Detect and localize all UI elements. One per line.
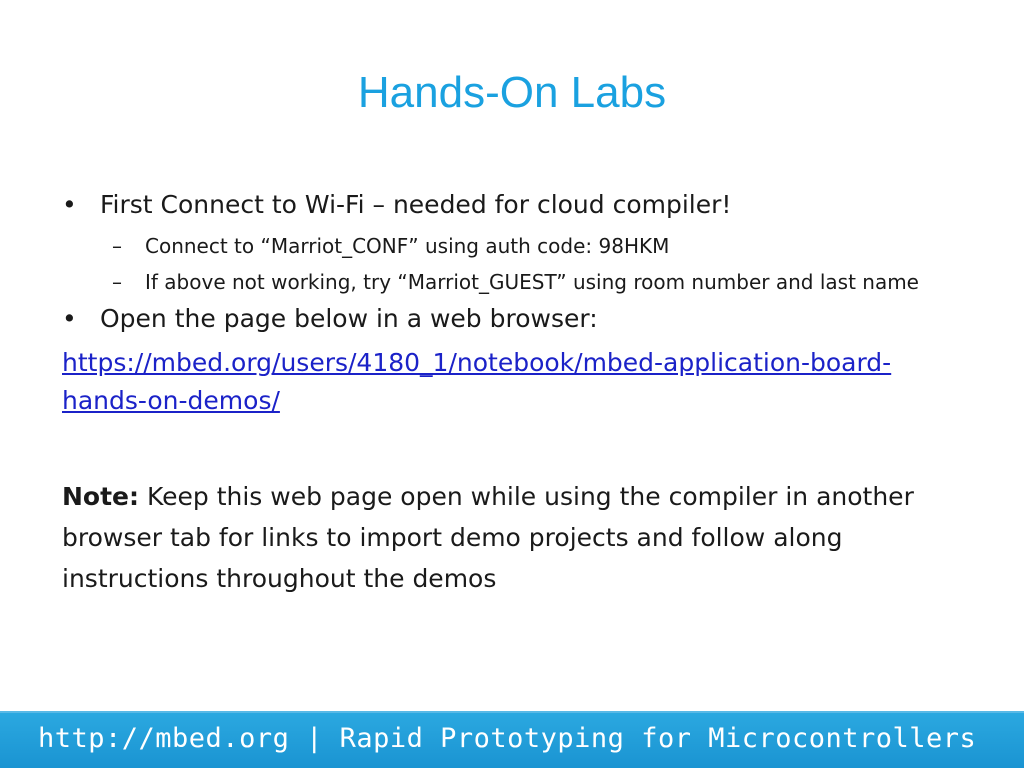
bullet-text: First Connect to Wi-Fi – needed for cloud compiler! — [100, 190, 732, 219]
sub-bullet-text: If above not working, try “Marriot_GUEST” using room number and last name — [145, 270, 919, 294]
note-text: Keep this web page open while using the compiler in another browser tab for links to import demo projects and follow along instructions throughout the demos — [62, 482, 914, 593]
slide-title: Hands-On Labs — [357, 68, 667, 117]
sub-bullet-marker: – — [112, 234, 122, 258]
notebook-link[interactable]: https://mbed.org/users/4180_1/notebook/mbed-application-board-hands-on-demos/ — [62, 348, 892, 415]
note-paragraph — [62, 476, 982, 599]
slide-content — [62, 188, 982, 599]
sub-bullet-item-guest — [62, 266, 982, 298]
sub-bullet-text: Connect to “Marriot_CONF” using auth code: 98HKM — [145, 234, 670, 258]
bullet-text: Open the page below in a web browser: — [100, 304, 598, 333]
bullet-marker: • — [62, 190, 77, 219]
note-label: Note: — [62, 482, 140, 511]
bullet-item-open-page — [62, 302, 982, 336]
footer-text: http://mbed.org | Rapid Prototyping for Microcontrollers — [38, 723, 977, 754]
footer-bar — [0, 711, 1024, 768]
sub-bullet-marker: – — [112, 270, 122, 294]
bullet-marker: • — [62, 304, 77, 333]
sub-bullet-item-conf — [62, 230, 982, 262]
bullet-item-wifi — [62, 188, 982, 222]
